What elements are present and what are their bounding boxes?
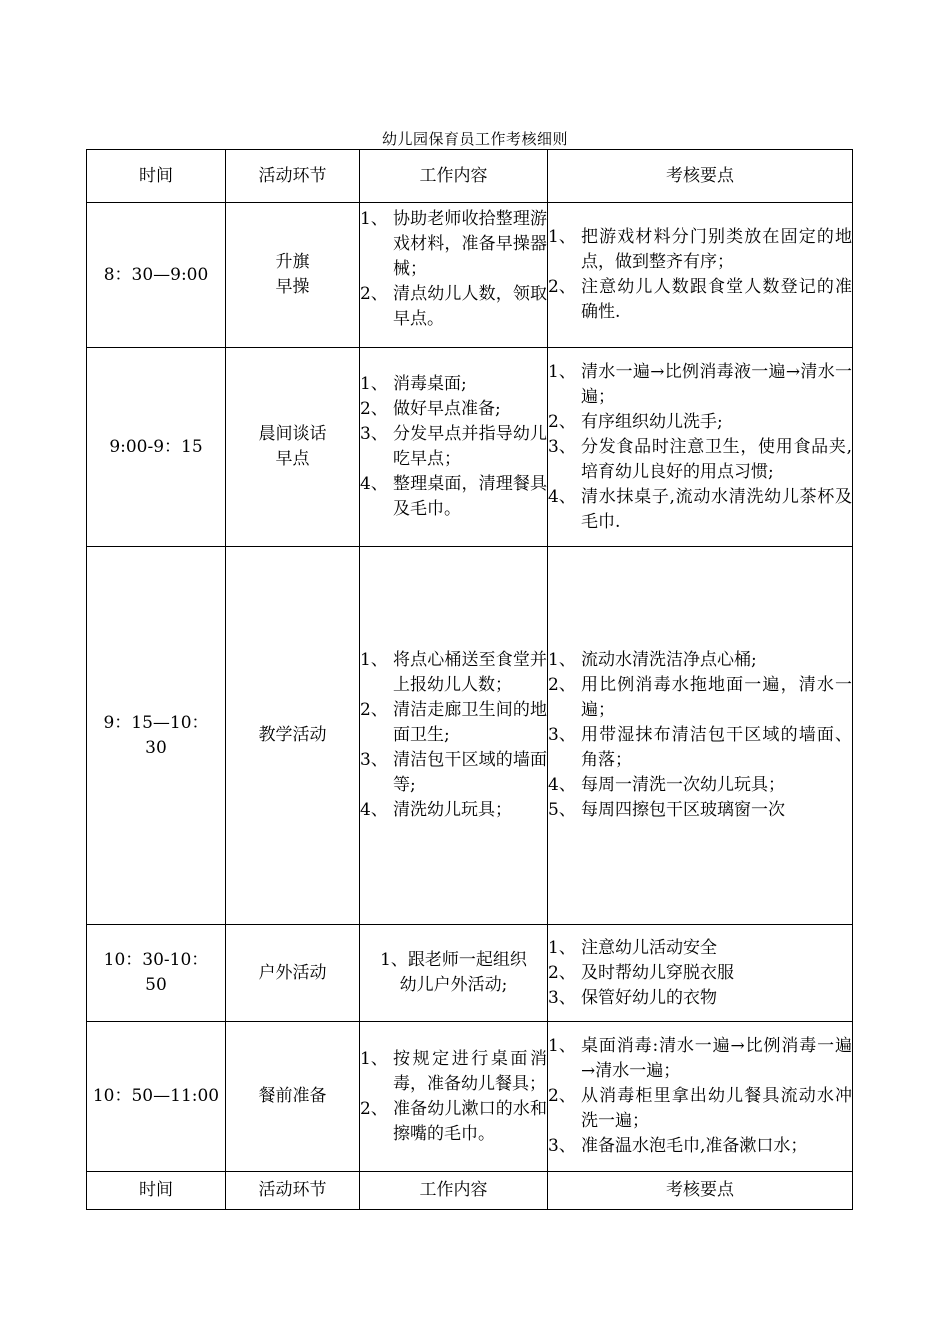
header-work: 工作内容 [360, 150, 548, 203]
footer-header-activity: 活动环节 [226, 1172, 360, 1210]
list-item: 2、 从消毒柜里拿出幼儿餐具流动水冲洗一遍； [548, 1086, 852, 1131]
list-item: 2、 做好早点准备; [360, 399, 501, 419]
assessment-cell [548, 547, 853, 925]
list-item: 2、 注意幼儿人数跟食堂人数登记的准确性. [548, 277, 852, 322]
list-item: 1、 按规定进行桌面消毒，准备幼儿餐具； [360, 1048, 547, 1094]
list-item: 4、 清水抹桌子,流动水清洗幼儿茶杯及毛巾. [548, 486, 852, 532]
header-activity: 活动环节 [226, 150, 360, 203]
list-item: 2、 准备幼儿漱口的水和擦嘴的毛巾。 [360, 1098, 547, 1144]
header-key: 考核要点 [548, 150, 853, 203]
time-cell: 9：15—10： 30 [87, 547, 226, 925]
table-footer-row [87, 1172, 853, 1210]
work-content-cell: 1、跟老师一起组织 幼儿户外活动; [360, 925, 548, 1022]
list-item: 3、 分发食品时注意卫生，使用食品夹,培育幼儿良好的用点习惯; [548, 436, 852, 482]
table-row [87, 203, 853, 348]
list-item: 1、 消毒桌面; [360, 374, 467, 394]
list-item: 2、 有序组织幼儿洗手; [548, 411, 723, 432]
assessment-table [86, 149, 853, 1210]
list-item: 1、 清水一遍→比例消毒液一遍→清水一遍； [548, 361, 852, 407]
list-item: 1、 注意幼儿活动安全 [548, 937, 717, 958]
list-item: 2、 用比例消毒水拖地面一遍，清水一遍； [548, 675, 852, 720]
list-item: 4、 整理桌面，清理餐具及毛巾。 [360, 474, 547, 519]
work-content-cell [360, 1022, 548, 1172]
header-time: 时间 [87, 150, 226, 203]
footer-header-time: 时间 [87, 1172, 226, 1210]
list-item: 1、 将点心桶送至食堂并上报幼儿人数； [360, 650, 547, 695]
list-item: 3、 清洁包干区域的墙面等; [360, 750, 547, 795]
activity-cell: 晨间谈话 早点 [226, 348, 360, 547]
list-item: 2、 清点幼儿人数，领取早点。 [360, 284, 547, 329]
assessment-cell [548, 1022, 853, 1172]
time-cell: 10：50—11:00 [87, 1022, 226, 1172]
work-content-cell [360, 348, 548, 547]
work-content-cell [360, 203, 548, 348]
list-item: 2、 及时帮幼儿穿脱衣服 [548, 962, 734, 983]
table-header-row [87, 150, 853, 203]
list-item: 3、 分发早点并指导幼儿吃早点； [360, 424, 547, 469]
list-item: 3、 用带湿抹布清洁包干区域的墙面、角落； [548, 725, 852, 770]
time-cell: 8：30—9:00 [87, 203, 226, 348]
list-item: 1、 桌面消毒:清水一遍→比例消毒一遍→清水一遍； [548, 1036, 852, 1081]
list-item: 2、 清洁走廊卫生间的地面卫生; [360, 700, 547, 745]
table-row [87, 547, 853, 925]
activity-cell: 餐前准备 [226, 1022, 360, 1172]
assessment-cell [548, 348, 853, 547]
list-item: 3、 准备温水泡毛巾,准备漱口水； [548, 1136, 808, 1156]
list-item: 1、 协助老师收拾整理游戏材料，准备早操器械； [360, 209, 547, 279]
time-cell: 9:00-9：15 [87, 348, 226, 547]
time-cell: 10：30-10： 50 [87, 925, 226, 1022]
footer-header-work: 工作内容 [360, 1172, 548, 1210]
list-item: 4、 清洗幼儿玩具； [360, 800, 512, 820]
list-item: 3、 保管好幼儿的衣物 [548, 987, 717, 1008]
table-row [87, 1022, 853, 1172]
list-item: 4、 每周一清洗一次幼儿玩具； [548, 775, 785, 795]
work-content-cell [360, 547, 548, 925]
list-item: 1、 流动水清洗洁净点心桶; [548, 650, 757, 670]
document-title: 幼儿园保育员工作考核细则 [381, 130, 568, 148]
assessment-cell [548, 203, 853, 348]
list-item: 5、 每周四擦包干区玻璃窗一次 [548, 800, 785, 820]
table-row [87, 925, 853, 1022]
table-row [87, 348, 853, 547]
activity-cell: 教学活动 [226, 547, 360, 925]
footer-header-key: 考核要点 [548, 1172, 853, 1210]
list-item: 1、 把游戏材料分门别类放在固定的地点，做到整齐有序； [548, 227, 852, 272]
assessment-cell [548, 925, 853, 1022]
activity-cell: 户外活动 [226, 925, 360, 1022]
activity-cell: 升旗 早操 [226, 203, 360, 348]
